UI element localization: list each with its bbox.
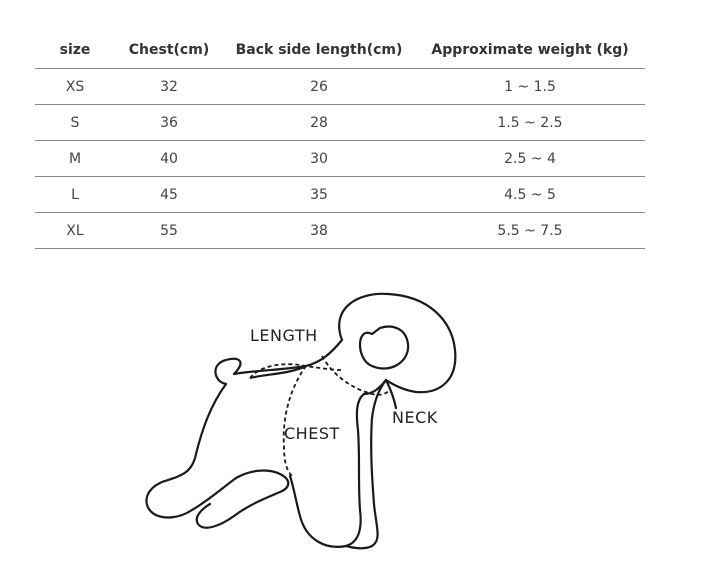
- chest-label: CHEST: [284, 424, 340, 443]
- cell-chest: 45: [115, 177, 223, 213]
- header-chest: Chest(cm): [115, 32, 223, 69]
- length-label: LENGTH: [250, 326, 318, 345]
- cell-back-length: 28: [223, 105, 415, 141]
- cell-size: S: [35, 105, 115, 141]
- table-row: [35, 213, 645, 249]
- cell-size: XS: [35, 69, 115, 105]
- table-row: [35, 177, 645, 213]
- header-size: size: [35, 32, 115, 69]
- table-row: [35, 105, 645, 141]
- cell-weight: 1.5 ~ 2.5: [415, 105, 645, 141]
- cell-chest: 55: [115, 213, 223, 249]
- dog-measurement-diagram: [110, 278, 510, 570]
- table-row: [35, 69, 645, 105]
- header-back-length: Back side length(cm): [223, 32, 415, 69]
- cell-weight: 4.5 ~ 5: [415, 177, 645, 213]
- neck-label: NECK: [392, 408, 438, 427]
- table-row: [35, 141, 645, 177]
- cell-weight: 1 ~ 1.5: [415, 69, 645, 105]
- cell-size: L: [35, 177, 115, 213]
- table-header-row: [35, 32, 645, 69]
- header-weight: Approximate weight (kg): [415, 32, 645, 69]
- cell-size: XL: [35, 213, 115, 249]
- cell-weight: 2.5 ~ 4: [415, 141, 645, 177]
- cell-chest: 36: [115, 105, 223, 141]
- cell-back-length: 38: [223, 213, 415, 249]
- cell-back-length: 30: [223, 141, 415, 177]
- cell-size: M: [35, 141, 115, 177]
- cell-chest: 40: [115, 141, 223, 177]
- cell-chest: 32: [115, 69, 223, 105]
- cell-weight: 5.5 ~ 7.5: [415, 213, 645, 249]
- cell-back-length: 35: [223, 177, 415, 213]
- size-chart-table: [35, 32, 645, 249]
- cell-back-length: 26: [223, 69, 415, 105]
